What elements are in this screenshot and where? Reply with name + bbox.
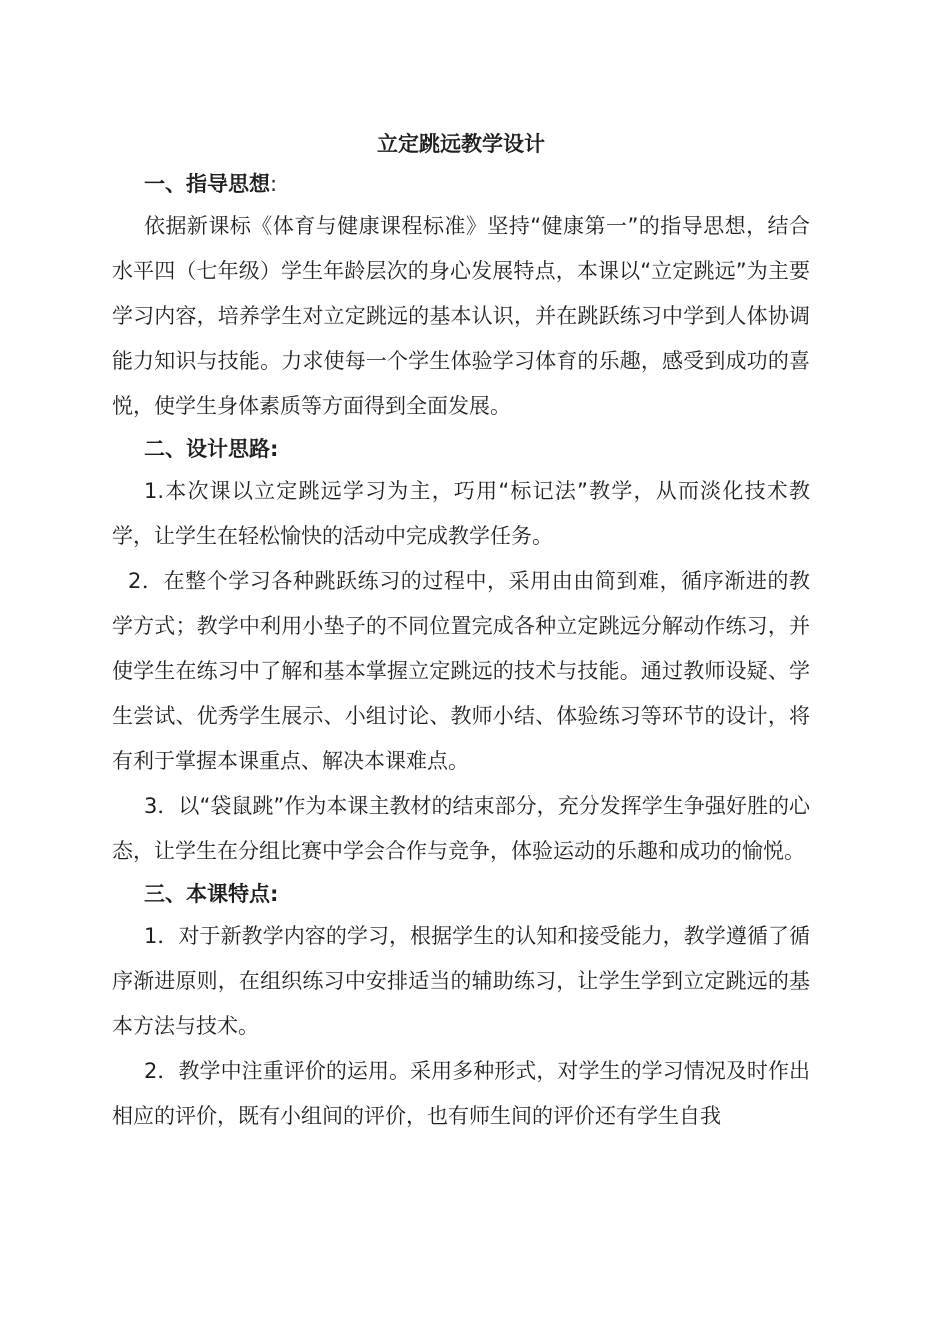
document-page	[112, 124, 810, 1139]
section-heading-text: 三、本课特点:	[144, 882, 279, 906]
paragraph: 2．在整个学习各种跳跃练习的过程中，采用由由简到难，循序渐进的教学方式；教学中利用小垫子的不同位置完成各种立定跳远分解动作练习，并使学生在练习中了解和基本掌握立定跳远的技术与技能。通过教师设疑、学生尝试、优秀学生展示、小组讨论、教师小结、体验练习等环节的设计，将有利于掌握本课重点、解决本课难点。	[112, 569, 810, 773]
paragraph: 1．对于新教学内容的学习，根据学生的认知和接受能力，教学遵循了循序渐进原则，在组织练习中安排适当的辅助练习，让学生学到立定跳远的基本方法与技术。	[112, 924, 810, 1038]
paragraph: 1.本次课以立定跳远学习为主，巧用“标记法”教学，从而淡化技术教学，让学生在轻松愉快的活动中完成教学任务。	[112, 479, 810, 548]
paragraph: 依据新课标《体育与健康课程标准》坚持“健康第一”的指导思想，结合水平四（七年级）学生年龄层次的身心发展特点，本课以“立定跳远”为主要学习内容，培养学生对立定跳远的基本认识，并在跳跃练习中学到人体协调能力知识与技能。力求使每一个学生体验学习体育的乐趣，感受到成功的喜悦，使学生身体素质等方面得到全面发展。	[112, 214, 810, 418]
document-title: 立定跳远教学设计	[377, 132, 545, 156]
section-heading-guiding-ideology	[112, 164, 810, 204]
section-heading-text: 一、指导思想	[144, 172, 270, 196]
section-heading-design-approach	[112, 429, 810, 469]
paragraph: 2．教学中注重评价的运用。采用多种形式，对学生的学习情况及时作出相应的评价，既有小组间的评价，也有师生间的评价还有学生自我	[112, 1059, 810, 1128]
section-heading-colon: :	[270, 172, 278, 196]
section-heading-text: 二、设计思路:	[144, 437, 279, 461]
section-heading-lesson-features	[112, 874, 810, 914]
paragraph: 3．以“袋鼠跳”作为本课主教材的结束部分，充分发挥学生争强好胜的心态，让学生在分组比赛中学会合作与竞争，体验运动的乐趣和成功的愉悦。	[112, 794, 810, 863]
